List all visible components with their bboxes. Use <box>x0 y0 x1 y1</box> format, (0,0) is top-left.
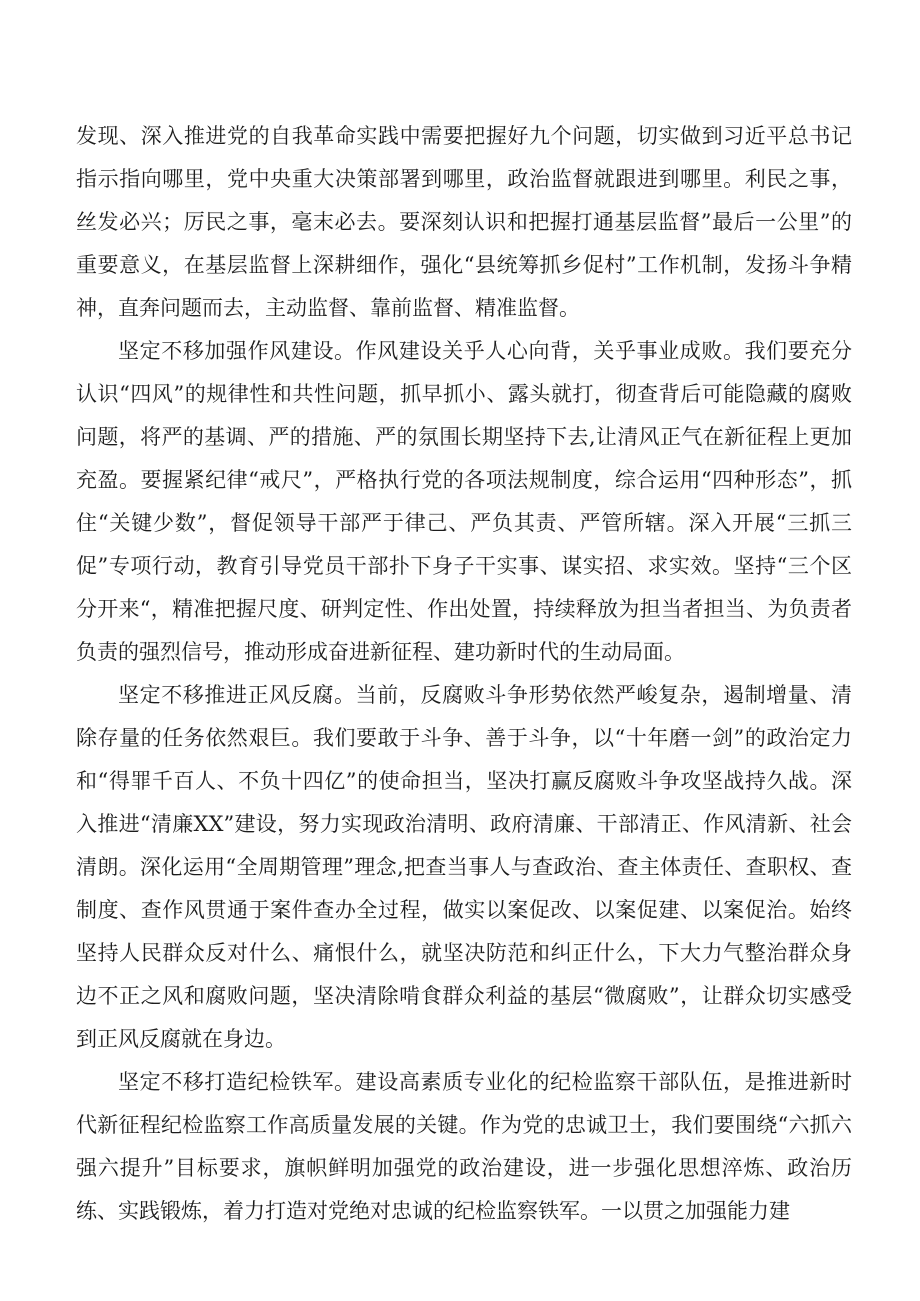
paragraph-1: 发现、深入推进党的自我革命实践中需要把握好九个问题，切实做到习近平总书记指示指向哪里，党中央重大决策部署到哪里，政治监督就跟进到哪里。利民之事，丝发必兴；厉民之事，毫末必去。要深刻认识和把握打通基层监督”最后一公里”的重要意义，在基层监督上深耕细作，强化“县统筹抓乡促村”工作机制，发扬斗争精神，直奔问题而去，主动监督、靠前监督、精准监督。 <box>76 124 852 320</box>
paragraph-2: 坚定不移加强作风建设。作风建设关乎人心向背，关乎事业成败。我们要充分认识“四风”的规律性和共性问题，抓早抓小、露头就打，彻查背后可能隐藏的腐败问题，将严的基调、严的措施、严的氛围长期坚持下去,让清风正气在新征程上更加充盈。要握紧纪律“戒尺”，严格执行党的各项法规制度，综合运用“四种形态”，抓住“关键少数”，督促领导干部严于律己、严负其责、严管所辖。深入开展“三抓三促”专项行动，教育引导党员干部扑下身子干实事、谋实招、求实效。坚持“三个区分开来“，精准把握尺度、研判定性、作出处置，持续释放为担当者担当、为负责者负责的强烈信号，推动形成奋进新征程、建功新时代的生动局面。 <box>76 339 852 664</box>
paragraph-4: 坚定不移打造纪检铁军。建设高素质专业化的纪检监察干部队伍，是推进新时代新征程纪检监察工作高质量发展的关键。作为党的忠诚卫士，我们要围绕“六抓六强六提升”目标要求，旗帜鲜明加强党的政治建设，进一步强化思想淬炼、政治历练、实践锻炼，着力打造对党绝对忠诚的纪检监察铁军。一以贯之加强能力建 <box>76 1070 852 1223</box>
paragraph-3: 坚定不移推进正风反腐。当前，反腐败斗争形势依然严峻复杂，遏制增量、清除存量的任务依然艰巨。我们要敢于斗争、善于斗争，以“十年磨一剑”的政治定力和“得罪千百人、不负十四亿”的使命担当，坚决打赢反腐败斗争攻坚战持久战。深入推进“清廉XX”建设，努力实现政治清明、政府清廉、干部清正、作风清新、社会清朗。深化运用“全周期管理”理念,把查当事人与查政治、查主体责任、查职权、查制度、查作风贯通于案件查办全过程，做实以案促改、以案促建、以案促治。始终坚持人民群众反对什么、痛恨什么，就坚决防范和纠正什么，下大力气整治群众身边不正之风和腐败问题，坚决清除啃食群众利益的基层“微腐败”，让群众切实感受到正风反腐就在身边。 <box>76 683 852 1051</box>
document-body <box>76 115 852 1233</box>
